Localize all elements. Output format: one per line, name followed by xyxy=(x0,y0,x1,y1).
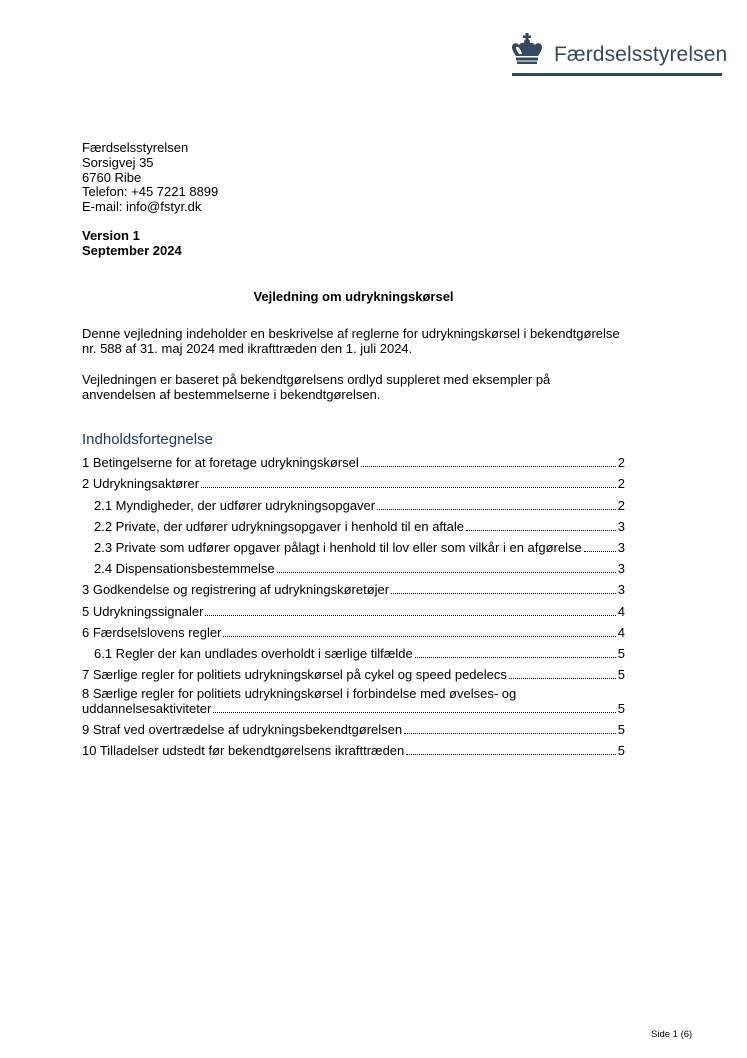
address-phone: Telefon: +45 7221 8899 xyxy=(82,184,219,200)
logo-underline xyxy=(512,73,722,76)
document-title: Vejledning om udrykningskørsel xyxy=(253,289,454,304)
dot-leader xyxy=(277,571,616,573)
toc-entry[interactable]: 9 Straf ved overtrædelse af udrykningsbekendtgørelsen 5 xyxy=(82,722,625,738)
dot-leader xyxy=(404,732,616,734)
toc-entry[interactable]: 1 Betingelserne for at foretage udrykningskørsel 2 xyxy=(82,455,625,471)
toc-entry[interactable]: 7 Særlige regler for politiets udrykningskørsel på cykel og speed pedelecs 5 xyxy=(82,667,625,683)
table-of-contents xyxy=(82,449,625,758)
toc-heading: Indholdsfortegnelse xyxy=(82,431,213,448)
logo-wordmark: Færdselsstyrelsen xyxy=(554,43,728,66)
toc-entry[interactable]: 5 Udrykningssignaler 4 xyxy=(82,603,625,619)
dot-leader xyxy=(584,550,616,552)
page-indicator: Side 1 (6) xyxy=(651,1029,693,1040)
dot-leader xyxy=(391,592,616,594)
toc-entry[interactable]: 6 Færdselslovens regler 4 xyxy=(82,624,625,640)
dot-leader xyxy=(466,529,616,531)
dot-leader xyxy=(509,677,616,679)
address-city: 6760 Ribe xyxy=(82,169,142,185)
toc-entry[interactable]: 2.1 Myndigheder, der udfører udrykningsopgaver 2 xyxy=(94,497,625,513)
toc-entry[interactable]: 2.2 Private, der udfører udrykningsopgaver i henhold til en aftale 3 xyxy=(94,518,625,534)
address-street: Sorsigvej 35 xyxy=(82,154,154,170)
version-label: Version 1 xyxy=(82,228,140,243)
version-block xyxy=(82,229,182,259)
dot-leader xyxy=(205,614,615,616)
crown-icon xyxy=(510,33,544,67)
intro-paragraph: Denne vejledning indeholder en beskrivelse af reglerne for udrykningskørsel i bekendtgørelse nr. 588 af 31. maj 2024 med ikrafttræden den 1. juli 2024. xyxy=(82,326,620,356)
dot-leader xyxy=(361,465,616,467)
agency-logo xyxy=(510,33,728,77)
dot-leader xyxy=(201,486,616,488)
toc-entry[interactable]: 8 Særlige regler for politiets udrykningskørsel i forbindelse med øvelses- og uddannelsesaktiviteter 5 xyxy=(82,686,625,717)
toc-entry[interactable]: 2.3 Private som udfører opgaver pålagt i henhold til lov eller som vilkår i en afgørelse 3 xyxy=(94,539,625,555)
dot-leader xyxy=(377,508,616,510)
basis-paragraph: Vejledningen er baseret på bekendtgørelsens ordlyd suppleret med eksempler på anvendelsen af bestemmelserne i bekendtgørelsen. xyxy=(82,372,551,402)
sender-address xyxy=(82,141,218,215)
dot-leader xyxy=(415,656,616,658)
dot-leader xyxy=(406,753,615,755)
address-org: Færdselsstyrelsen xyxy=(82,140,189,155)
toc-entry[interactable]: 10 Tilladelser udstedt før bekendtgørelsens ikrafttræden 5 xyxy=(82,743,625,759)
address-email: E-mail: info@fstyr.dk xyxy=(82,199,202,215)
toc-entry[interactable]: 3 Godkendelse og registrering af udrykningskøretøjer 3 xyxy=(82,582,625,598)
toc-entry[interactable]: 2.4 Dispensationsbestemmelse 3 xyxy=(94,561,625,577)
dot-leader xyxy=(213,711,615,713)
dot-leader xyxy=(223,635,615,637)
toc-entry[interactable]: 6.1 Regler der kan undlades overholdt i særlige tilfælde 5 xyxy=(94,645,625,661)
version-date: September 2024 xyxy=(82,242,182,258)
toc-entry[interactable]: 2 Udrykningsaktører 2 xyxy=(82,476,625,492)
